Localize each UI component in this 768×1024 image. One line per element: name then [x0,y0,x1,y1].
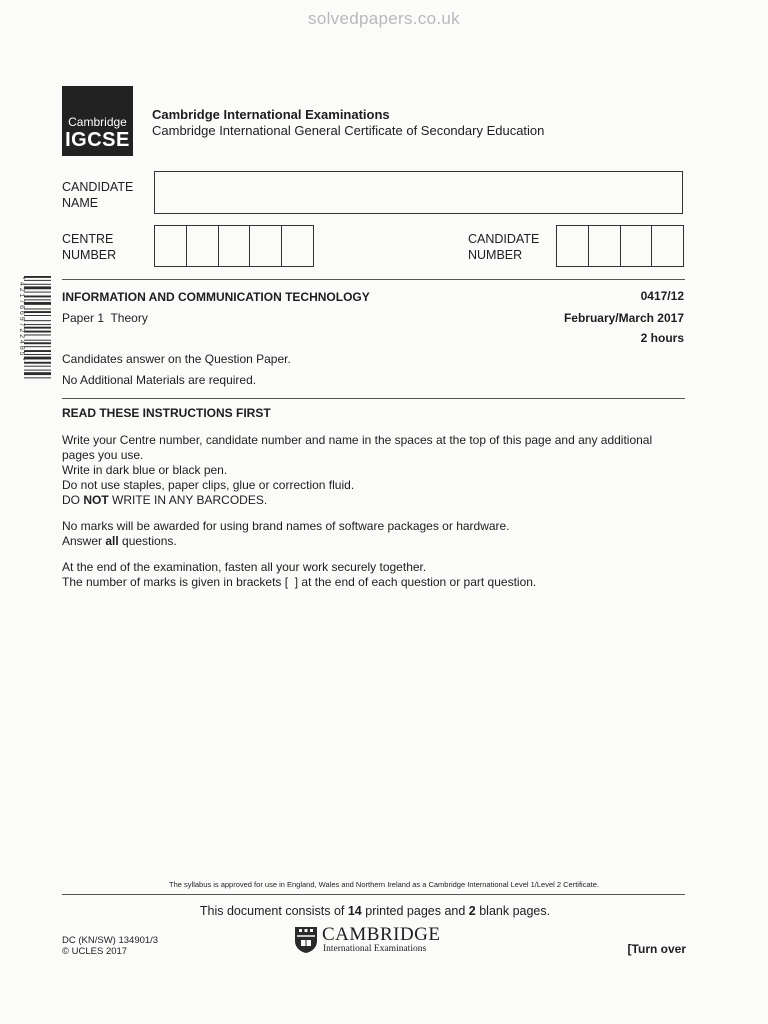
barcode-bar [24,335,51,336]
barcode-bar [24,324,51,325]
printed-page-count: 14 [347,904,362,918]
candidate-number-label [468,231,539,263]
barcode-bar [24,340,51,341]
candidate-number-label-line2: NUMBER [468,248,523,262]
centre-number-cell[interactable] [282,226,313,266]
barcode-bar [24,315,51,316]
barcode-digits: *4217669722405* [17,276,25,364]
centre-number-label [62,231,116,263]
cambridge-wordmark-subtitle: International Examinations [323,944,427,954]
instruction-emphasis: all [105,534,119,548]
instruction-line: At the end of the examination, fasten all your work securely together. [62,560,427,574]
instruction-text: WRITE IN ANY BARCODES. [108,493,268,507]
centre-number-grid[interactable] [154,225,314,267]
cambridge-crest-icon [294,926,318,954]
exam-body-subtitle: Cambridge International General Certificate of Secondary Education [152,123,545,138]
barcode-bar [24,309,51,310]
centre-number-cell[interactable] [155,226,187,266]
centre-number-label-line2: NUMBER [62,248,117,262]
candidate-name-label-line2: NAME [62,196,99,210]
candidate-name-label [62,179,133,211]
cambridge-igcse-logo [62,86,133,156]
candidate-number-grid[interactable] [556,225,684,267]
instruction-line [62,534,692,549]
barcode [12,276,52,416]
exam-session: February/March 2017 [563,311,684,325]
logo-line-cambridge: Cambridge [68,115,127,129]
barcode-bar [24,280,51,281]
centre-number-cell[interactable] [187,226,219,266]
barcode-bar [24,320,51,321]
divider-footer [62,894,685,895]
answer-location-note: Candidates answer on the Question Paper. [62,352,291,366]
logo-line-igcse: IGCSE [65,129,130,151]
subject-title: INFORMATION AND COMMUNICATION TECHNOLOGY [62,290,370,304]
barcode-bar [24,370,51,371]
centre-number-cell[interactable] [250,226,282,266]
barcode-bar [24,372,51,375]
barcode-bar [24,302,51,305]
barcode-bar [24,354,51,355]
barcode-bar [24,276,51,278]
paper-code: 0417/12 [640,289,684,303]
turn-over-note: [Turn over [627,942,686,956]
instruction-line: The number of marks is given in brackets [ ] at the end of each question or part question. [62,575,537,589]
instructions-heading: READ THESE INSTRUCTIONS FIRST [62,406,271,420]
candidate-number-cell[interactable] [652,226,683,266]
barcode-bar [24,342,51,344]
document-code: DC (KN/SW) 134901/3 [62,935,159,946]
divider-instructions [62,398,685,399]
candidate-name-box[interactable] [154,171,683,214]
instruction-line: Write your Centre number, candidate number and name in the spaces at the top of this page and any additional [62,433,653,447]
barcode-bar [24,292,51,293]
barcode-bar [24,311,51,313]
barcode-bar [24,366,51,367]
page-count-text: This document consists of [199,904,348,918]
divider-top [62,279,685,280]
instruction-line: Write in dark blue or black pen. [62,463,228,477]
instruction-text: DO [62,493,84,507]
instruction-line: No marks will be awarded for using brand names of software packages or hardware. [62,519,510,533]
barcode-bar [24,377,51,378]
barcode-bars [24,276,51,378]
watermark: solvedpapers.co.uk [308,9,460,28]
instruction-emphasis: NOT [83,493,109,507]
blank-page-count: 2 [468,904,476,918]
instruction-line: Do not use staples, paper clips, glue or correction fluid. [62,478,355,492]
exam-duration: 2 hours [640,331,684,345]
barcode-bar [24,296,51,298]
paper-title: Paper 1 Theory [62,311,148,325]
barcode-bar [24,350,51,352]
instructions-paragraph-1 [62,433,692,508]
instruction-text: questions. [118,534,177,548]
barcode-bar [24,327,51,329]
instructions-paragraph-3 [62,560,692,590]
materials-note: No Additional Materials are required. [62,373,257,387]
centre-number-cell[interactable] [219,226,251,266]
copyright-notice: © UCLES 2017 [62,946,128,957]
page-count-text: printed pages and [361,904,469,918]
instruction-text: Answer [62,534,106,548]
page-count-note [0,904,750,918]
barcode-bar [24,286,51,289]
barcode-bar [24,299,51,300]
barcode-bar [24,357,51,360]
barcode-bar [24,346,51,347]
cambridge-wordmark: CAMBRIDGE [322,924,441,945]
candidate-name-label-line1: CANDIDATE [62,180,134,194]
instruction-line: pages you use. [62,448,144,462]
candidate-number-cell[interactable] [621,226,653,266]
candidate-number-label-line1: CANDIDATE [468,232,540,246]
candidate-number-cell[interactable] [557,226,589,266]
barcode-bar [24,284,51,285]
page-count-text: blank pages. [475,904,551,918]
syllabus-approval-note: The syllabus is approved for use in England, Wales and Northern Ireland as a Cambridge International Level 1/Level 2 Certificate. [169,880,599,889]
instructions-paragraph-2 [62,519,692,549]
instruction-line [62,493,692,508]
candidate-number-cell[interactable] [589,226,621,266]
centre-number-label-line1: CENTRE [62,232,114,246]
barcode-bar [24,362,51,364]
exam-body-title: Cambridge International Examinations [152,107,390,122]
barcode-bar [24,331,51,333]
